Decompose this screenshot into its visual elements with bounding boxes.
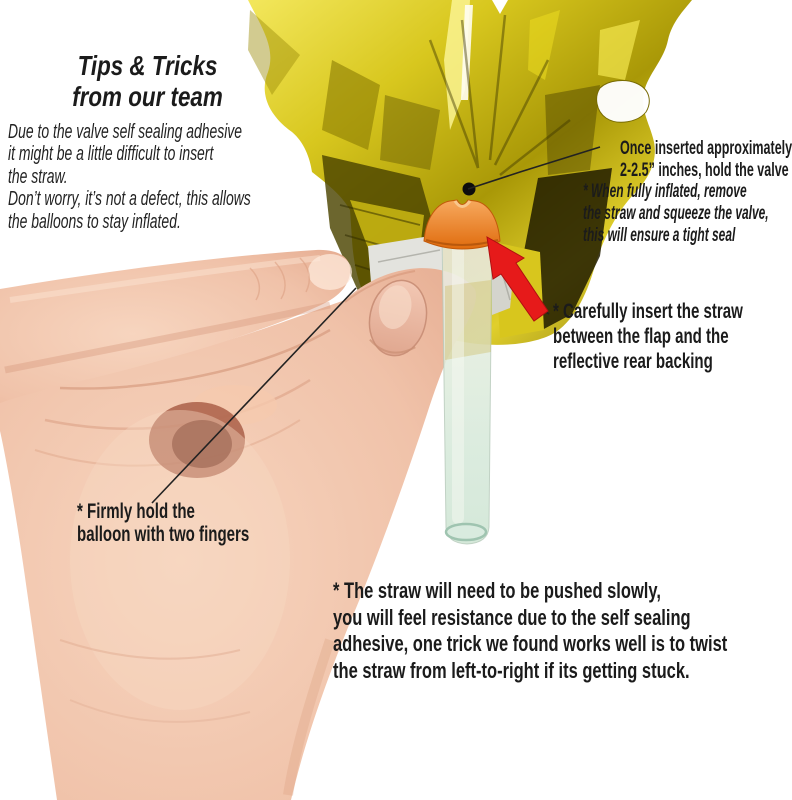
foil-hole — [597, 81, 650, 123]
text-line: 2-2.5” inches, hold the valve — [620, 160, 789, 181]
text-line: Don’t worry, it’s not a defect, this allows — [8, 187, 251, 211]
annotation-firmly-hold — [77, 500, 249, 546]
text-line: this will ensure a tight seal — [583, 225, 736, 246]
text-line: Due to the valve self sealing adhesive — [8, 120, 243, 143]
intro-note — [8, 121, 251, 233]
text-line: reflective rear backing — [553, 349, 713, 373]
text-line: Once inserted approximately — [620, 138, 792, 159]
text-line: * Firmly hold the — [77, 499, 195, 523]
title-line: from our team — [72, 81, 223, 112]
annotation-carefully-insert — [553, 299, 743, 374]
text-line: it might be a little difficult to insert — [8, 142, 214, 166]
text-line: * The straw will need to be pushed slowly, — [333, 578, 661, 603]
annotation-insert-depth — [620, 138, 792, 182]
text-line: the straw from left-to-right if its getting stuck. — [333, 657, 690, 683]
text-line: adhesive, one trick we found works well is to twist — [333, 631, 728, 657]
text-line: * Carefully insert the straw — [553, 299, 743, 323]
text-line: * When fully inflated, remove — [583, 181, 747, 202]
page-title — [34, 50, 262, 112]
text-line: the balloons to stay inflated. — [8, 209, 181, 233]
annotation-fully-inflated — [583, 181, 769, 247]
title-line: Tips & Tricks — [77, 50, 218, 81]
text-line: between the flap and the — [553, 324, 729, 348]
text-line: balloon with two fingers — [77, 522, 250, 546]
annotation-push-slowly — [333, 578, 727, 684]
text-line: the straw and squeeze the valve, — [583, 203, 769, 224]
straw — [442, 230, 492, 544]
text-line: you will feel resistance due to the self sealing — [333, 604, 691, 630]
text-line: the straw. — [8, 164, 68, 188]
